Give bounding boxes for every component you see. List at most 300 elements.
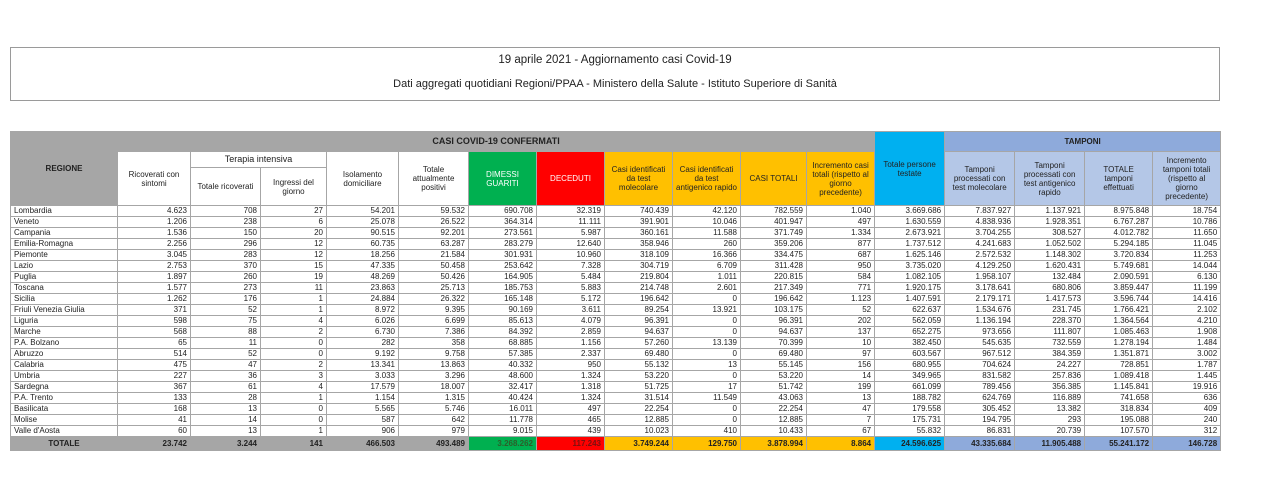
value-cell: 2.673.921 — [875, 228, 945, 239]
covid-data-table — [10, 131, 1221, 451]
value-cell: 789.456 — [945, 382, 1015, 393]
value-cell: 384.359 — [1015, 349, 1085, 360]
region-name-cell: Basilicata — [11, 404, 118, 415]
value-cell: 4.012.782 — [1085, 228, 1153, 239]
table-row — [11, 404, 1221, 415]
region-name-cell: Campania — [11, 228, 118, 239]
total-value-cell: 466.503 — [327, 437, 399, 451]
value-cell: 53.220 — [741, 371, 807, 382]
value-cell: 6.699 — [399, 316, 469, 327]
value-cell: 18.007 — [399, 382, 469, 393]
value-cell: 103.175 — [741, 305, 807, 316]
value-cell: 10.433 — [741, 426, 807, 437]
value-cell: 906 — [327, 426, 399, 437]
value-cell: 3.596.744 — [1085, 294, 1153, 305]
value-cell: 3.704.255 — [945, 228, 1015, 239]
value-cell: 13.863 — [399, 360, 469, 371]
value-cell: 652.275 — [875, 327, 945, 338]
value-cell: 84.392 — [469, 327, 537, 338]
value-cell: 85.613 — [469, 316, 537, 327]
value-cell: 1.407.591 — [875, 294, 945, 305]
value-cell: 16.011 — [469, 404, 537, 415]
value-cell: 10.960 — [537, 250, 605, 261]
value-cell: 15 — [261, 261, 327, 272]
value-cell: 2.179.171 — [945, 294, 1015, 305]
value-cell: 176 — [191, 294, 261, 305]
value-cell: 28 — [191, 393, 261, 404]
value-cell: 7.328 — [537, 261, 605, 272]
table-row — [11, 283, 1221, 294]
value-cell: 165.148 — [469, 294, 537, 305]
value-cell: 1 — [261, 426, 327, 437]
value-cell: 0 — [261, 338, 327, 349]
value-cell: 0 — [673, 404, 741, 415]
value-cell: 13.341 — [327, 360, 399, 371]
value-cell: 1.136.194 — [945, 316, 1015, 327]
value-cell: 364.314 — [469, 217, 537, 228]
col-dimessi: DIMESSI GUARITI — [469, 152, 537, 206]
value-cell: 52 — [807, 305, 875, 316]
value-cell: 6.709 — [673, 261, 741, 272]
value-cell: 12.885 — [741, 415, 807, 426]
value-cell: 3.033 — [327, 371, 399, 382]
value-cell: 1.137.921 — [1015, 206, 1085, 217]
value-cell: 831.582 — [945, 371, 1015, 382]
value-cell: 308.527 — [1015, 228, 1085, 239]
value-cell: 562.059 — [875, 316, 945, 327]
value-cell: 680.955 — [875, 360, 945, 371]
value-cell: 318.109 — [605, 250, 673, 261]
value-cell: 22.254 — [605, 404, 673, 415]
value-cell: 53.220 — [605, 371, 673, 382]
total-value-cell: 141 — [261, 437, 327, 451]
value-cell: 1.445 — [1153, 371, 1221, 382]
value-cell: 188.782 — [875, 393, 945, 404]
value-cell: 132.484 — [1015, 272, 1085, 283]
value-cell: 63.287 — [399, 239, 469, 250]
value-cell: 497 — [537, 404, 605, 415]
value-cell: 6.026 — [327, 316, 399, 327]
value-cell: 4.079 — [537, 316, 605, 327]
total-value-cell: 3.268.262 — [469, 437, 537, 451]
total-value-cell: 11.905.488 — [1015, 437, 1085, 451]
value-cell: 622.637 — [875, 305, 945, 316]
value-cell: 1.085.463 — [1085, 327, 1153, 338]
value-cell: 32.417 — [469, 382, 537, 393]
value-cell: 24.227 — [1015, 360, 1085, 371]
value-cell: 240 — [1153, 415, 1221, 426]
region-name-cell: Sicilia — [11, 294, 118, 305]
region-name-cell: Puglia — [11, 272, 118, 283]
value-cell: 14.044 — [1153, 261, 1221, 272]
value-cell: 32.319 — [537, 206, 605, 217]
table-row — [11, 415, 1221, 426]
value-cell: 116.889 — [1015, 393, 1085, 404]
value-cell: 740.439 — [605, 206, 673, 217]
value-cell: 65 — [118, 338, 191, 349]
value-cell: 1.334 — [807, 228, 875, 239]
value-cell: 690.708 — [469, 206, 537, 217]
value-cell: 11.045 — [1153, 239, 1221, 250]
value-cell: 283 — [191, 250, 261, 261]
value-cell: 732.559 — [1015, 338, 1085, 349]
table-row — [11, 426, 1221, 437]
value-cell: 409 — [1153, 404, 1221, 415]
value-cell: 257.836 — [1015, 371, 1085, 382]
value-cell: 5.749.681 — [1085, 261, 1153, 272]
value-cell: 92.201 — [399, 228, 469, 239]
value-cell: 584 — [807, 272, 875, 283]
value-cell: 950 — [807, 261, 875, 272]
value-cell: 3.045 — [118, 250, 191, 261]
value-cell: 782.559 — [741, 206, 807, 217]
table-row — [11, 239, 1221, 250]
value-cell: 687 — [807, 250, 875, 261]
table-row — [11, 371, 1221, 382]
value-cell: 260 — [191, 272, 261, 283]
value-cell: 661.099 — [875, 382, 945, 393]
value-cell: 1.577 — [118, 283, 191, 294]
total-value-cell: 493.489 — [399, 437, 469, 451]
value-cell: 4.210 — [1153, 316, 1221, 327]
value-cell: 5.883 — [537, 283, 605, 294]
col-deceduti: DECEDUTI — [537, 152, 605, 206]
table-row — [11, 327, 1221, 338]
value-cell: 3.002 — [1153, 349, 1221, 360]
value-cell: 17 — [673, 382, 741, 393]
value-cell: 133 — [118, 393, 191, 404]
value-cell: 59.532 — [399, 206, 469, 217]
total-value-cell: 146.728 — [1153, 437, 1221, 451]
value-cell: 48.600 — [469, 371, 537, 382]
value-cell: 1.737.512 — [875, 239, 945, 250]
value-cell: 1.278.194 — [1085, 338, 1153, 349]
col-totale-tamponi: TOTALE tamponi effettuati — [1085, 152, 1153, 206]
value-cell: 6 — [261, 217, 327, 228]
value-cell: 7.386 — [399, 327, 469, 338]
value-cell: 7.837.927 — [945, 206, 1015, 217]
value-cell: 4 — [261, 382, 327, 393]
value-cell: 1.324 — [537, 371, 605, 382]
value-cell: 13 — [191, 426, 261, 437]
value-cell: 13.921 — [673, 305, 741, 316]
value-cell: 107.570 — [1085, 426, 1153, 437]
value-cell: 382.450 — [875, 338, 945, 349]
value-cell: 293 — [1015, 415, 1085, 426]
region-name-cell: Sardegna — [11, 382, 118, 393]
value-cell: 20 — [261, 228, 327, 239]
value-cell: 2.337 — [537, 349, 605, 360]
value-cell: 1.625.146 — [875, 250, 945, 261]
value-cell: 11 — [191, 338, 261, 349]
total-value-cell: 24.596.625 — [875, 437, 945, 451]
value-cell: 10.046 — [673, 217, 741, 228]
region-name-cell: Marche — [11, 327, 118, 338]
value-cell: 60 — [118, 426, 191, 437]
value-cell: 1.787 — [1153, 360, 1221, 371]
value-cell: 371 — [118, 305, 191, 316]
value-cell: 391.901 — [605, 217, 673, 228]
value-cell: 168 — [118, 404, 191, 415]
value-cell: 18.754 — [1153, 206, 1221, 217]
value-cell: 97 — [807, 349, 875, 360]
value-cell: 90.515 — [327, 228, 399, 239]
value-cell: 273 — [191, 283, 261, 294]
value-cell: 465 — [537, 415, 605, 426]
value-cell: 11.778 — [469, 415, 537, 426]
value-cell: 5.294.185 — [1085, 239, 1153, 250]
region-name-cell: P.A. Trento — [11, 393, 118, 404]
value-cell: 12 — [261, 239, 327, 250]
value-cell: 13.382 — [1015, 404, 1085, 415]
value-cell: 67 — [807, 426, 875, 437]
value-cell: 238 — [191, 217, 261, 228]
value-cell: 50.426 — [399, 272, 469, 283]
region-name-cell: Emilia-Romagna — [11, 239, 118, 250]
value-cell: 41 — [118, 415, 191, 426]
value-cell: 219.804 — [605, 272, 673, 283]
table-row — [11, 217, 1221, 228]
group-casi-confermati: CASI COVID-19 CONFERMATI — [118, 132, 875, 152]
region-name-cell: Molise — [11, 415, 118, 426]
value-cell: 5.172 — [537, 294, 605, 305]
value-cell: 68.885 — [469, 338, 537, 349]
total-value-cell: 3.878.994 — [741, 437, 807, 451]
value-cell: 1.534.676 — [945, 305, 1015, 316]
value-cell: 24.884 — [327, 294, 399, 305]
value-cell: 4.241.683 — [945, 239, 1015, 250]
value-cell: 69.480 — [741, 349, 807, 360]
value-cell: 227 — [118, 371, 191, 382]
value-cell: 25.078 — [327, 217, 399, 228]
value-cell: 11.111 — [537, 217, 605, 228]
value-cell: 545.635 — [945, 338, 1015, 349]
table-row — [11, 305, 1221, 316]
value-cell: 75 — [191, 316, 261, 327]
value-cell: 175.731 — [875, 415, 945, 426]
group-tamponi: TAMPONI — [945, 132, 1221, 152]
value-cell: 2.753 — [118, 261, 191, 272]
value-cell: 642 — [399, 415, 469, 426]
value-cell: 1.484 — [1153, 338, 1221, 349]
value-cell: 3 — [261, 371, 327, 382]
value-cell: 13 — [191, 404, 261, 415]
value-cell: 636 — [1153, 393, 1221, 404]
value-cell: 0 — [673, 371, 741, 382]
value-cell: 0 — [673, 349, 741, 360]
value-cell: 0 — [673, 327, 741, 338]
value-cell: 14 — [191, 415, 261, 426]
value-cell: 90.169 — [469, 305, 537, 316]
total-value-cell: 23.742 — [118, 437, 191, 451]
value-cell: 514 — [118, 349, 191, 360]
table-row — [11, 250, 1221, 261]
col-casi-totali: CASI TOTALI — [741, 152, 807, 206]
value-cell: 741.658 — [1085, 393, 1153, 404]
value-cell: 304.719 — [605, 261, 673, 272]
value-cell: 22.254 — [741, 404, 807, 415]
value-cell: 196.642 — [741, 294, 807, 305]
value-cell: 624.769 — [945, 393, 1015, 404]
col-tamponi-molecolare: Tamponi processati con test molecolare — [945, 152, 1015, 206]
value-cell: 3.669.686 — [875, 206, 945, 217]
value-cell: 4.129.250 — [945, 261, 1015, 272]
value-cell: 55.832 — [875, 426, 945, 437]
table-row — [11, 294, 1221, 305]
value-cell: 194.795 — [945, 415, 1015, 426]
value-cell: 5.746 — [399, 404, 469, 415]
value-cell: 3.178.641 — [945, 283, 1015, 294]
region-name-cell: P.A. Bolzano — [11, 338, 118, 349]
value-cell: 23.863 — [327, 283, 399, 294]
value-cell: 2.090.591 — [1085, 272, 1153, 283]
value-cell: 358 — [399, 338, 469, 349]
value-cell: 1.958.107 — [945, 272, 1015, 283]
value-cell: 89.254 — [605, 305, 673, 316]
total-value-cell: 8.864 — [807, 437, 875, 451]
value-cell: 312 — [1153, 426, 1221, 437]
value-cell: 6.767.287 — [1085, 217, 1153, 228]
value-cell: 349.965 — [875, 371, 945, 382]
value-cell: 1 — [261, 294, 327, 305]
value-cell: 202 — [807, 316, 875, 327]
value-cell: 27 — [261, 206, 327, 217]
col-tamponi-antigenico: Tamponi processati con test antigenico rapido — [1015, 152, 1085, 206]
value-cell: 305.452 — [945, 404, 1015, 415]
col-ingressi: Ingressi del giorno — [261, 168, 327, 206]
col-incremento-tamponi: Incremento tamponi totali (rispetto al giorno precedente) — [1153, 152, 1221, 206]
value-cell: 228.370 — [1015, 316, 1085, 327]
value-cell: 367 — [118, 382, 191, 393]
value-cell: 1.364.564 — [1085, 316, 1153, 327]
value-cell: 8.975.848 — [1085, 206, 1153, 217]
col-isolamento: Isolamento domiciliare — [327, 152, 399, 206]
value-cell: 54.201 — [327, 206, 399, 217]
table-row — [11, 206, 1221, 217]
value-cell: 217.349 — [741, 283, 807, 294]
value-cell: 57.385 — [469, 349, 537, 360]
value-cell: 214.748 — [605, 283, 673, 294]
value-cell: 1.262 — [118, 294, 191, 305]
value-cell: 13 — [807, 393, 875, 404]
value-cell: 260 — [673, 239, 741, 250]
col-totale-ricoverati: Totale ricoverati — [191, 168, 261, 206]
value-cell: 273.561 — [469, 228, 537, 239]
value-cell: 1.620.431 — [1015, 261, 1085, 272]
col-persone-testate: Totale persone testate — [875, 132, 945, 206]
value-cell: 356.385 — [1015, 382, 1085, 393]
value-cell: 1.089.418 — [1085, 371, 1153, 382]
value-cell: 11.253 — [1153, 250, 1221, 261]
region-name-cell: Piemonte — [11, 250, 118, 261]
value-cell: 231.745 — [1015, 305, 1085, 316]
value-cell: 88 — [191, 327, 261, 338]
value-cell: 708 — [191, 206, 261, 217]
value-cell: 48.269 — [327, 272, 399, 283]
value-cell: 9.192 — [327, 349, 399, 360]
table-row — [11, 349, 1221, 360]
report-subtitle: Dati aggregati quotidiani Regioni/PPAA - Ministero della Salute - Istituto Superiore di Sanità — [393, 78, 837, 90]
value-cell: 3.611 — [537, 305, 605, 316]
value-cell: 283.279 — [469, 239, 537, 250]
value-cell: 6.130 — [1153, 272, 1221, 283]
total-value-cell: 43.335.684 — [945, 437, 1015, 451]
value-cell: 1.920.175 — [875, 283, 945, 294]
col-casi-molecolare: Casi identificati da test molecolare — [605, 152, 673, 206]
value-cell: 2.859 — [537, 327, 605, 338]
value-cell: 1.324 — [537, 393, 605, 404]
value-cell: 5.987 — [537, 228, 605, 239]
value-cell: 11 — [261, 283, 327, 294]
value-cell: 1 — [261, 393, 327, 404]
value-cell: 728.851 — [1085, 360, 1153, 371]
value-cell: 318.834 — [1085, 404, 1153, 415]
region-name-cell: Valle d'Aosta — [11, 426, 118, 437]
region-name-cell: Umbria — [11, 371, 118, 382]
value-cell: 3.735.020 — [875, 261, 945, 272]
value-cell: 19.916 — [1153, 382, 1221, 393]
value-cell: 31.514 — [605, 393, 673, 404]
col-regione: REGIONE — [11, 132, 118, 206]
value-cell: 69.480 — [605, 349, 673, 360]
value-cell: 47 — [807, 404, 875, 415]
value-cell: 10 — [807, 338, 875, 349]
value-cell: 1.908 — [1153, 327, 1221, 338]
value-cell: 52 — [191, 349, 261, 360]
value-cell: 9.395 — [399, 305, 469, 316]
value-cell: 2.572.532 — [945, 250, 1015, 261]
value-cell: 36 — [191, 371, 261, 382]
value-cell: 0 — [261, 404, 327, 415]
report-header — [10, 47, 1220, 101]
table-row — [11, 338, 1221, 349]
value-cell: 52 — [191, 305, 261, 316]
value-cell: 704.624 — [945, 360, 1015, 371]
group-terapia-intensiva: Terapia intensiva — [191, 152, 327, 168]
col-positivi: Totale attualmente positivi — [399, 152, 469, 206]
value-cell: 4 — [261, 316, 327, 327]
value-cell: 568 — [118, 327, 191, 338]
value-cell: 96.391 — [605, 316, 673, 327]
total-value-cell: 3.244 — [191, 437, 261, 451]
region-name-cell: Toscana — [11, 283, 118, 294]
value-cell: 11.650 — [1153, 228, 1221, 239]
value-cell: 1.154 — [327, 393, 399, 404]
value-cell: 16.366 — [673, 250, 741, 261]
value-cell: 57.260 — [605, 338, 673, 349]
value-cell: 11.199 — [1153, 283, 1221, 294]
total-label-cell: TOTALE — [11, 437, 118, 451]
value-cell: 401.947 — [741, 217, 807, 228]
table-row — [11, 228, 1221, 239]
value-cell: 18.256 — [327, 250, 399, 261]
value-cell: 14 — [807, 371, 875, 382]
value-cell: 11.588 — [673, 228, 741, 239]
value-cell: 26.522 — [399, 217, 469, 228]
value-cell: 9.758 — [399, 349, 469, 360]
value-cell: 220.815 — [741, 272, 807, 283]
value-cell: 4.838.936 — [945, 217, 1015, 228]
value-cell: 2.102 — [1153, 305, 1221, 316]
value-cell: 771 — [807, 283, 875, 294]
value-cell: 5.565 — [327, 404, 399, 415]
value-cell: 1.536 — [118, 228, 191, 239]
value-cell: 111.807 — [1015, 327, 1085, 338]
value-cell: 164.905 — [469, 272, 537, 283]
value-cell: 1.123 — [807, 294, 875, 305]
value-cell: 877 — [807, 239, 875, 250]
value-cell: 199 — [807, 382, 875, 393]
